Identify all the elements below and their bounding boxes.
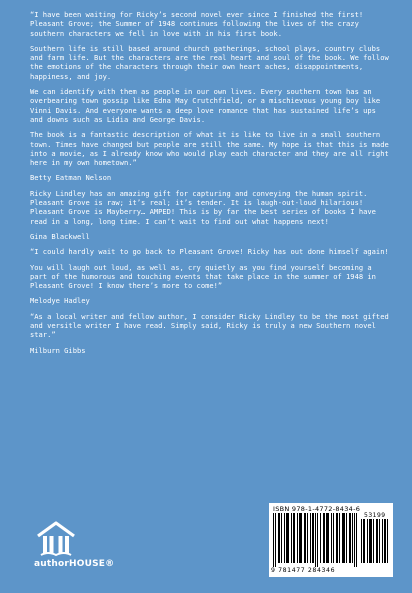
quote-author: Gina Blackwell — [30, 231, 90, 241]
quote-author: Betty Eatman Nelson — [30, 173, 112, 183]
house-book-icon — [36, 520, 76, 558]
ean-number: 9 781477 284346 — [271, 567, 336, 574]
quote-paragraph: “As a local writer and fellow author, I consider Ricky Lindley to be the most gifted and versitle writer I have read. Simply said, Ricky is truly a new Southern novel star.” — [30, 311, 389, 340]
quote-author: Milburn Gibbs — [30, 345, 86, 355]
ean-barcode-bars — [273, 513, 359, 567]
publisher-logo — [30, 520, 120, 582]
quote-paragraph: “I could hardly wait to go back to Pleasant Grove! Ricky has out done himself again! — [30, 247, 389, 257]
quote-paragraph: Southern life is still based around church gatherings, school plays, country clubs and farm life. But the characters are the real heart and soul of the book. We follow the emotions of the characters through their own heart aches, disappointments, happiness, and joy. — [30, 43, 389, 81]
addon-barcode-bars — [361, 519, 389, 563]
quote-paragraph: The book is a fantastic description of what it is like to live in a small southern town. Times have changed but people are still the same. My hope is that this is made into a movie, as I already know who would play each character and they are all right here in my own hometown.” — [30, 130, 389, 168]
quote-paragraph: We can identify with them as people in our own lives. Every southern town has an overbearing town gossip like Edna May Crutchfield, or a mischievous young boy like Vinni Davis. And everyone wants a deep love romance that has sustained life’s ups and downs such as Lidia and George Davis. — [30, 87, 381, 124]
publisher-name: authorHOUSE® — [34, 559, 115, 569]
quote-block — [30, 189, 390, 241]
isbn-text: ISBN 978-1-4772-8434-6 — [273, 505, 361, 513]
quote-paragraph: Ricky Lindley has an amazing gift for capturing and conveying the human spirit. Pleasant Grove is raw; it’s real; it’s tender. It is laugh-out-loud hilarious! Pleasant Grove is Mayberry… AMPED! This is by far the best series of books I have read in a long, long time. I can’t wait to find out what happens next! — [30, 188, 376, 226]
quote-block — [30, 247, 390, 305]
quote-block — [30, 312, 390, 355]
barcode — [269, 503, 393, 577]
quote-paragraph: You will laugh out loud, as well as, cry quietly as you find yourself becoming a part of the humorous and touching events that take place in the summer of 1948 in Pleasant Grove! I know there’s more to come!” — [30, 262, 376, 291]
quote-block — [30, 10, 390, 183]
quote-author: Melodye Hadley — [30, 296, 90, 306]
quote-paragraph: “I have been waiting for Ricky’s second novel ever since I finished the first! Pleasant Grove; the Summer of 1948 continues following the lives of the crazy southern characters we fell in love with in his first book. — [30, 10, 364, 38]
price-addon-text: 53199 — [364, 512, 386, 519]
review-quotes — [30, 10, 390, 361]
